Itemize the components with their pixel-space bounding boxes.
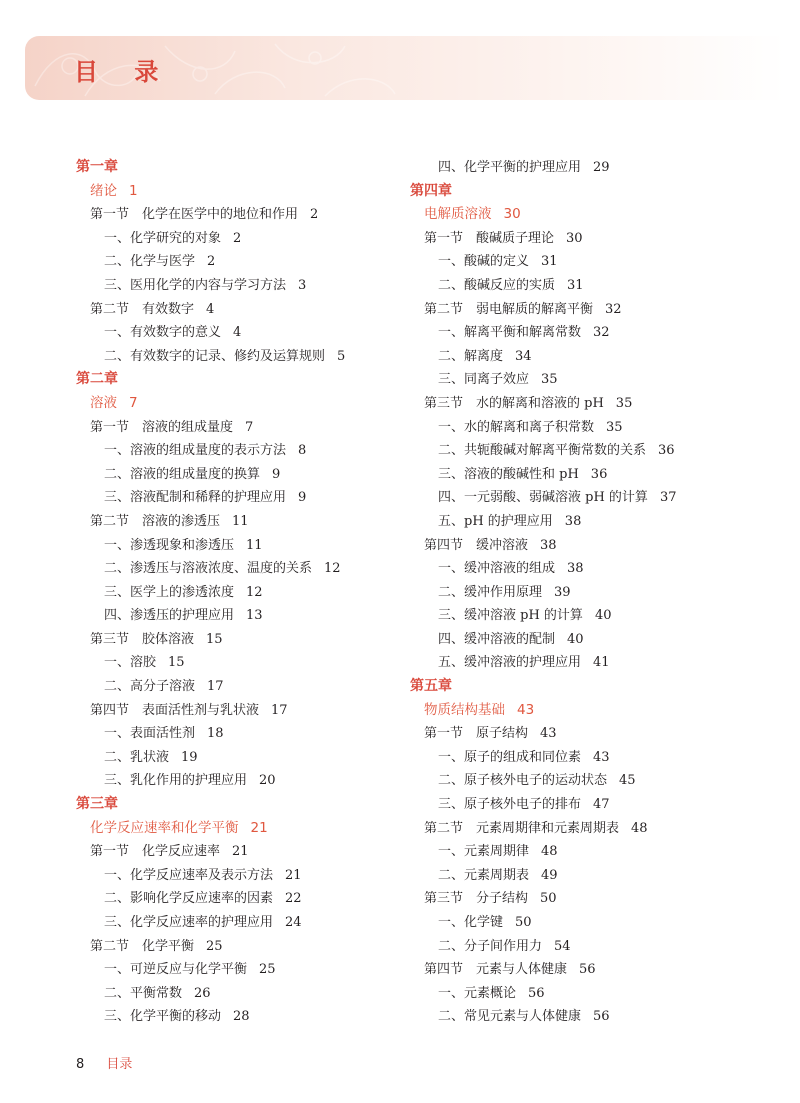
toc-entry-text: 第二章 <box>76 371 118 388</box>
toc-entry-text: 二、渗透压与溶液浓度、温度的关系 <box>104 561 313 577</box>
page-title: 目 录 <box>74 58 173 86</box>
toc-section[interactable] <box>410 227 740 251</box>
toc-section[interactable] <box>76 510 406 534</box>
toc-entry-text: 第一节 酸碱质子理论 <box>424 230 555 246</box>
toc-entry-text: 第三节 水的解离和溶液的 pH <box>424 395 604 411</box>
toc-page-number: 40 <box>567 631 584 647</box>
toc-subsection[interactable] <box>410 416 740 440</box>
toc-page-number: 37 <box>659 490 677 506</box>
toc-page-number: 17 <box>271 702 288 718</box>
toc-subsection[interactable] <box>76 604 406 628</box>
toc-entry-text: 二、影响化学反应速率的因素 <box>104 891 274 907</box>
toc-page-number: 41 <box>593 655 610 671</box>
toc-subsection[interactable] <box>410 274 740 298</box>
toc-subsection[interactable] <box>410 1005 740 1029</box>
toc-page-number: 34 <box>515 348 532 364</box>
toc-entry-text: 一、渗透现象和渗透压 <box>104 537 235 553</box>
toc-page-number: 56 <box>579 962 596 978</box>
toc-chapter-title[interactable] <box>76 180 406 204</box>
toc-page-number: 36 <box>590 466 608 482</box>
toc-entry-text: 一、化学键 <box>438 915 504 930</box>
toc-page-number: 56 <box>593 1009 610 1025</box>
toc-section[interactable] <box>410 887 740 911</box>
toc-page-number: 29 <box>593 160 610 175</box>
toc-section[interactable] <box>76 416 406 440</box>
toc-subsection[interactable] <box>410 746 740 770</box>
toc-page-number: 26 <box>194 985 211 1001</box>
toc-entry-text: 三、化学平衡的移动 <box>104 1009 222 1025</box>
toc-section[interactable] <box>76 203 406 227</box>
toc-subsection[interactable] <box>410 368 740 392</box>
toc-page-number: 38 <box>567 561 584 577</box>
toc-page-number: 4 <box>233 325 242 341</box>
toc-page-number: 24 <box>285 915 302 930</box>
toc-subsection[interactable] <box>76 227 406 251</box>
toc-entry-text: 三、医用化学的内容与学习方法 <box>104 277 287 293</box>
toc-entry-text: 一、有效数字的意义 <box>104 325 222 341</box>
toc-entry-text: 第二节 化学平衡 <box>90 938 195 954</box>
toc-section[interactable] <box>410 298 740 322</box>
toc-page-number: 45 <box>619 773 636 789</box>
toc-page-number: 38 <box>564 513 582 529</box>
toc-page-number: 9 <box>272 466 281 482</box>
toc-subsection[interactable] <box>76 769 406 793</box>
toc-subsection[interactable] <box>76 250 406 274</box>
toc-entry-text: 四、一元弱酸、弱碱溶液 pH 的计算 <box>438 490 648 506</box>
toc-entry-text: 三、溶液配制和稀释的护理应用 <box>104 490 287 506</box>
toc-section[interactable] <box>76 840 406 864</box>
toc-page-number: 15 <box>206 631 223 647</box>
toc-chapter-title[interactable] <box>76 392 406 416</box>
toc-entry-text: 一、表面活性剂 <box>104 726 196 742</box>
toc-entry-text: 第四节 表面活性剂与乳状液 <box>90 702 260 718</box>
toc-entry-text: 二、化学与医学 <box>104 254 196 270</box>
toc-page-number: 8 <box>298 443 307 459</box>
toc-page-number: 48 <box>541 844 558 860</box>
toc-entry-text: 二、有效数字的记录、修约及运算规则 <box>104 348 326 364</box>
toc-page-number: 36 <box>658 443 675 459</box>
toc-page-number: 25 <box>206 938 223 954</box>
toc-entry-text: 二、解离度 <box>438 348 504 364</box>
toc-subsection[interactable] <box>410 793 740 817</box>
toc-page-number: 50 <box>540 891 557 907</box>
toc-subsection[interactable] <box>76 864 406 888</box>
toc-page-number: 54 <box>554 938 571 954</box>
toc-entry-text: 三、缓冲溶液 pH 的计算 <box>438 608 583 624</box>
toc-section[interactable] <box>76 298 406 322</box>
toc-entry-text: 第一节 原子结构 <box>424 726 529 742</box>
toc-entry-text: 一、化学反应速率及表示方法 <box>104 867 274 883</box>
toc-page-number: 12 <box>324 561 341 577</box>
toc-entry-text: 一、溶液的组成量度的表示方法 <box>104 443 287 459</box>
toc-entry-text: 第一节 化学反应速率 <box>90 844 221 860</box>
toc-entry-text: 第三节 胶体溶液 <box>90 631 195 647</box>
toc-page-number: 7 <box>245 419 254 435</box>
toc-entry-text: 第一章 <box>76 159 118 175</box>
toc-chapter[interactable] <box>410 180 740 204</box>
toc-page-number: 25 <box>259 962 276 978</box>
toc-entry-text: 第四节 缓冲溶液 <box>424 537 529 553</box>
toc-page-number: 31 <box>541 254 558 270</box>
toc-entry-text: 一、酸碱的定义 <box>438 254 530 270</box>
toc-subsection[interactable] <box>410 628 740 652</box>
toc-subsection[interactable] <box>410 486 740 510</box>
toc-page-number: 56 <box>528 985 545 1001</box>
toc-subsection[interactable] <box>76 486 406 510</box>
toc-subsection[interactable] <box>410 510 740 534</box>
toc-subsection[interactable] <box>410 864 740 888</box>
toc-entry-text: 一、原子的组成和同位素 <box>438 749 582 765</box>
toc-subsection[interactable] <box>76 557 406 581</box>
toc-entry-text: 物质结构基础 <box>424 701 505 718</box>
toc-chapter[interactable] <box>410 675 740 699</box>
toc-page-number: 30 <box>503 206 521 223</box>
toc-subsection[interactable] <box>76 1005 406 1029</box>
toc-page-number: 17 <box>207 679 224 695</box>
toc-entry-text: 二、溶液的组成量度的换算 <box>104 466 261 482</box>
toc-entry-text: 一、溶胶 <box>104 655 157 671</box>
toc-page-number: 32 <box>593 325 610 341</box>
toc-chapter[interactable] <box>76 156 406 180</box>
toc-subsection[interactable] <box>410 911 740 935</box>
toc-entry-text: 第二节 弱电解质的解离平衡 <box>424 301 594 317</box>
toc-subsection[interactable] <box>410 840 740 864</box>
toc-page-number: 11 <box>246 537 263 553</box>
toc-subsection[interactable] <box>410 651 740 675</box>
toc-page-number: 50 <box>515 915 532 930</box>
toc-subsection[interactable] <box>410 156 740 180</box>
toc-page-number: 48 <box>631 820 648 836</box>
toc-entry-text: 第三章 <box>76 796 118 813</box>
toc-page-number: 39 <box>554 584 571 600</box>
toc-page-number: 35 <box>606 419 623 435</box>
toc-entry-text: 第二节 有效数字 <box>90 301 195 317</box>
toc-entry-text: 第二节 溶液的渗透压 <box>90 513 221 529</box>
toc-page-number: 30 <box>566 230 583 246</box>
footer-label: 目录 <box>106 1057 133 1072</box>
toc-chapter[interactable] <box>76 793 406 817</box>
toc-entry-text: 一、元素周期律 <box>438 844 530 860</box>
toc-page-number: 9 <box>298 490 307 506</box>
toc-page-number: 4 <box>206 301 215 317</box>
toc-subsection[interactable] <box>410 935 740 959</box>
toc-entry-text: 第四章 <box>410 182 452 199</box>
toc-section[interactable] <box>410 392 740 416</box>
toc-page-number: 2 <box>310 207 319 223</box>
toc-subsection[interactable] <box>410 321 740 345</box>
toc-subsection[interactable] <box>76 345 406 369</box>
toc-entry-text: 第三节 分子结构 <box>424 891 529 907</box>
toc-entry-text: 三、医学上的渗透浓度 <box>104 584 235 600</box>
toc-entry-text: 溶液 <box>90 394 117 411</box>
toc-subsection[interactable] <box>76 958 406 982</box>
toc-page-number: 22 <box>285 891 302 907</box>
toc-entry-text: 二、共轭酸碱对解离平衡常数的关系 <box>438 443 647 459</box>
toc-page-number: 49 <box>541 867 558 883</box>
toc-subsection[interactable] <box>76 675 406 699</box>
toc-page-number: 12 <box>246 584 263 600</box>
toc-entry-text: 一、可逆反应与化学平衡 <box>104 962 248 978</box>
toc-page-number: 19 <box>181 749 198 765</box>
toc-entry-text: 三、溶液的酸碱性和 pH <box>438 466 579 482</box>
toc-page-number: 21 <box>232 844 249 860</box>
toc-subsection[interactable] <box>76 722 406 746</box>
toc-entry-text: 三、化学反应速率的护理应用 <box>104 915 274 930</box>
toc-entry-text: 一、化学研究的对象 <box>104 230 222 246</box>
toc-subsection[interactable] <box>76 887 406 911</box>
toc-page-number: 43 <box>540 726 557 742</box>
toc-section[interactable] <box>76 628 406 652</box>
toc-subsection[interactable] <box>410 604 740 628</box>
toc-page-number: 47 <box>593 797 610 813</box>
toc-subsection[interactable] <box>76 911 406 935</box>
toc-subsection[interactable] <box>76 651 406 675</box>
toc-subsection[interactable] <box>76 439 406 463</box>
toc-entry-text: 五、缓冲溶液的护理应用 <box>438 655 582 671</box>
toc-entry-text: 二、平衡常数 <box>104 985 183 1001</box>
toc-page-number: 2 <box>233 230 242 246</box>
toc-subsection[interactable] <box>410 439 740 463</box>
toc-page-number: 2 <box>207 254 216 270</box>
toc-page-number: 35 <box>541 372 558 388</box>
toc-entry-text: 第四节 元素与人体健康 <box>424 962 568 978</box>
toc-subsection[interactable] <box>76 982 406 1006</box>
toc-entry-text: 四、渗透压的护理应用 <box>104 608 235 624</box>
toc-entry-text: 二、常见元素与人体健康 <box>438 1009 582 1025</box>
toc-subsection[interactable] <box>410 982 740 1006</box>
toc-entry-text: 绪论 <box>90 182 117 199</box>
toc-page-number: 40 <box>594 608 612 624</box>
toc-page-number: 32 <box>605 301 622 317</box>
toc-chapter-title[interactable] <box>410 203 740 227</box>
toc-entry-text: 化学反应速率和化学平衡 <box>90 819 239 836</box>
toc-chapter[interactable] <box>76 368 406 392</box>
toc-entry-text: 二、乳状液 <box>104 749 170 765</box>
toc-section[interactable] <box>410 817 740 841</box>
toc-entry-text: 第五章 <box>410 678 452 695</box>
toc-subsection[interactable] <box>76 534 406 558</box>
toc-page-number: 31 <box>567 277 584 293</box>
toc-section[interactable] <box>410 722 740 746</box>
toc-subsection[interactable] <box>410 345 740 369</box>
toc-entry-text: 二、分子间作用力 <box>438 938 543 954</box>
toc-page-number: 7 <box>129 394 138 411</box>
toc-page-number: 28 <box>233 1009 250 1025</box>
toc-page-number: 13 <box>246 608 263 624</box>
toc-entry-text: 第一节 溶液的组成量度 <box>90 419 234 435</box>
toc-entry-text: 一、水的解离和离子积常数 <box>438 419 595 435</box>
toc-entry-text: 电解质溶液 <box>424 206 492 223</box>
toc-subsection[interactable] <box>410 250 740 274</box>
toc-subsection[interactable] <box>410 581 740 605</box>
toc-entry-text: 三、原子核外电子的排布 <box>438 797 582 813</box>
toc-page-number: 43 <box>517 701 535 718</box>
toc-subsection[interactable] <box>410 463 740 487</box>
toc-page-number: 20 <box>259 773 276 789</box>
toc-subsection[interactable] <box>76 321 406 345</box>
toc-subsection[interactable] <box>76 746 406 770</box>
toc-page-number: 5 <box>337 348 346 364</box>
toc-page-number: 11 <box>232 513 249 529</box>
toc-entry-text: 一、缓冲溶液的组成 <box>438 561 556 577</box>
toc-entry-text: 三、乳化作用的护理应用 <box>104 773 248 789</box>
toc-entry-text: 二、缓冲作用原理 <box>438 584 543 600</box>
page-footer <box>76 1053 132 1072</box>
toc-chapter-title[interactable] <box>410 699 740 723</box>
toc-entry-text: 一、元素概论 <box>438 985 517 1001</box>
toc-subsection[interactable] <box>410 557 740 581</box>
toc-entry-text: 五、pH 的护理应用 <box>438 513 553 529</box>
toc-entry-text: 一、解离平衡和解离常数 <box>438 325 582 341</box>
toc-page-number: 3 <box>298 277 307 293</box>
toc-page-number: 15 <box>168 655 185 671</box>
toc-entry-text: 二、酸碱反应的实质 <box>438 277 556 293</box>
toc-page-number: 43 <box>593 749 610 765</box>
toc-subsection[interactable] <box>76 581 406 605</box>
toc-page-number: 38 <box>540 537 557 553</box>
toc-entry-text: 三、同离子效应 <box>438 372 530 388</box>
toc-entry-text: 第一节 化学在医学中的地位和作用 <box>90 207 299 223</box>
toc-entry-text: 二、原子核外电子的运动状态 <box>438 773 608 789</box>
toc-chapter-title[interactable] <box>76 817 406 841</box>
toc-entry-text: 第二节 元素周期律和元素周期表 <box>424 820 620 836</box>
toc-section[interactable] <box>410 958 740 982</box>
toc-subsection[interactable] <box>410 769 740 793</box>
toc-page-number: 1 <box>129 182 138 199</box>
toc-entry-text: 二、高分子溶液 <box>104 679 196 695</box>
toc-right-column <box>410 156 740 1029</box>
toc-section[interactable] <box>410 534 740 558</box>
toc-section[interactable] <box>76 935 406 959</box>
toc-page-number: 21 <box>250 819 268 836</box>
toc-entry-text: 四、化学平衡的护理应用 <box>438 160 582 175</box>
toc-entry-text: 四、缓冲溶液的配制 <box>438 631 556 647</box>
toc-page-number: 35 <box>615 395 633 411</box>
footer-page-number: 8 <box>76 1057 85 1072</box>
toc-page-number: 21 <box>285 867 302 883</box>
toc-section[interactable] <box>76 699 406 723</box>
toc-entry-text: 二、元素周期表 <box>438 867 530 883</box>
toc-page-number: 18 <box>207 726 224 742</box>
toc-left-column <box>76 156 406 1029</box>
toc-subsection[interactable] <box>76 463 406 487</box>
toc-subsection[interactable] <box>76 274 406 298</box>
